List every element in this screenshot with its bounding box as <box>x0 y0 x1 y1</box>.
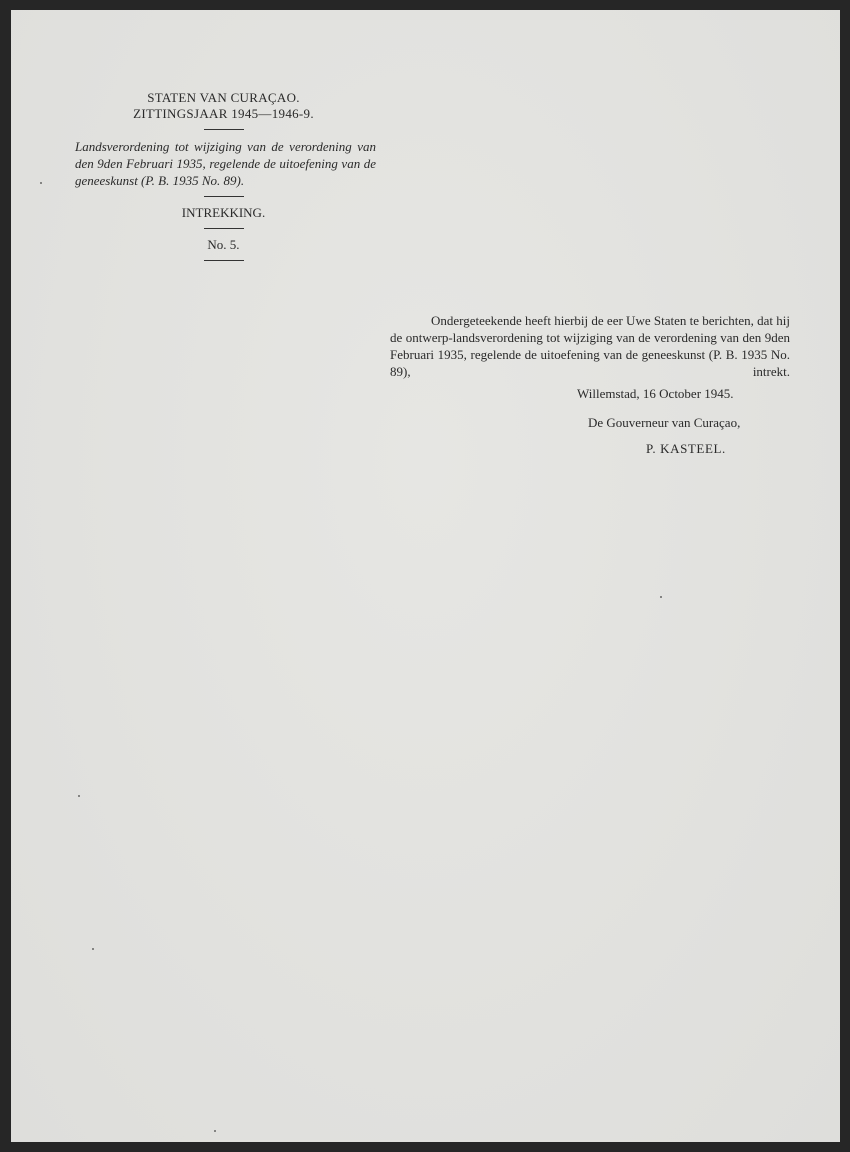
header-title: STATEN VAN CURAÇAO. <box>147 90 300 105</box>
divider <box>204 228 244 229</box>
header-session-year: ZITTINGSJAAR 1945—1946-9. <box>133 106 314 121</box>
subject-text: Landsverordening tot wijziging van de verordening van den 9den Februari 1935, regelende de uitoefening van de geneeskunst (P. B. 1935 No. 89). <box>75 139 376 188</box>
signer-title: De Gouverneur van Curaçao, <box>588 415 741 430</box>
divider <box>204 260 244 261</box>
body-paragraph <box>390 312 790 380</box>
document-number: No. 5. <box>207 237 240 252</box>
paper-speck <box>92 948 94 950</box>
paper-speck <box>78 795 80 797</box>
withdrawal-label: INTREKKING. <box>181 205 266 220</box>
divider <box>204 129 244 130</box>
document-header <box>71 90 376 269</box>
paper-speck <box>40 182 42 184</box>
divider <box>204 196 244 197</box>
signer-name: P. KASTEEL. <box>646 441 726 456</box>
document-page <box>11 10 840 1142</box>
paper-speck <box>660 596 662 598</box>
place-date: Willemstad, 16 October 1945. <box>577 386 734 401</box>
paper-speck <box>214 1130 216 1132</box>
body-paragraph-text: Ondergeteekende heeft hierbij de eer Uwe Staten te berichten, dat hij de ontwerp-landsverordening tot wijziging van de verordening van den 9den Februari 1935, regelende de uitoefening van de geneeskunst (P. B. 1935 No. 89), intrekt. <box>390 313 790 379</box>
